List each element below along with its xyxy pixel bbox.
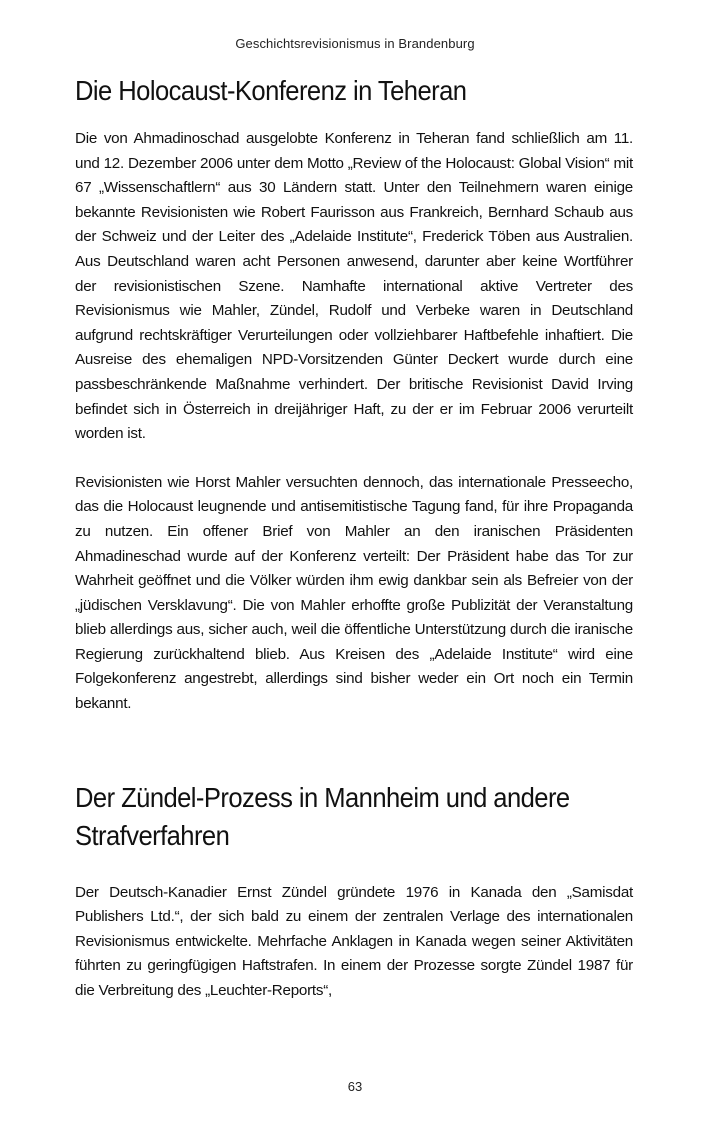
section-heading-teheran-conference: Die Holocaust-Konferenz in Teheran	[75, 75, 467, 106]
section-heading-zuendel-trial: Der Zündel-Prozess in Mannheim und andere Strafverfahren	[75, 781, 570, 851]
paragraph-conference-overview: Die von Ahmadinoschad ausgelobte Konferenz in Teheran fand schließlich am 11. und 12. Dezember 2006 unter dem Motto „Review of the Holocaust: Global Vision“ mit 67 „Wissenschaftlern“ aus 30 Ländern statt. Unter den Teilnehmern waren einige bekannte Revisionisten wie Robert Faurisson aus Frankreich, Bernhard Schaub aus der Schweiz und der Leiter des „Adelaide Institute“, Frederick Töben aus Australien. Aus Deutschland waren acht Personen anwesend, darunter aber keine Wortführer der revisionistischen Szene. Namhafte international aktive Vertreter des Revisionismus wie Mahler, Zündel, Rudolf und Verbeke waren in Deutschland aufgrund rechtskräftiger Verurteilungen oder vollziehbarer Haftbefehle inhaftiert. Die Ausreise des ehemaligen NPD-Vorsitzenden Günter Deckert wurde durch eine passbeschränkende Maßnahme verhindert. Der britische Revisionist David Irving befindet sich in Österreich in dreijähriger Haft, zu der er im Februar 2006 verurteilt worden ist.	[75, 130, 633, 443]
running-header: Geschichtsrevisionismus in Brandenburg	[235, 36, 475, 51]
paragraph-zuendel-background: Der Deutsch-Kanadier Ernst Zündel gründete 1976 in Kanada den „Samisdat Publishers Ltd.“, der sich bald zu einem der zentralen Verlage des internationalen Revisionismus entwickelte. Mehrfache Anklagen in Kanada wegen seiner Aktivitäten führten zu geringfügigen Haftstrafen. In einem der Prozesse sorgte Zündel 1987 für die Verbreitung des „Leuchter-Reports“,	[75, 883, 633, 1000]
page-number: 63	[347, 1079, 363, 1094]
page-content	[75, 70, 633, 1004]
paragraph-revisionist-propaganda: Revisionisten wie Horst Mahler versuchten dennoch, das internationale Presseecho, das die Holocaust leugnende und antisemitistische Tagung fand, für ihre Propaganda zu nutzen. Ein offener Brief von Mahler an den iranischen Präsidenten Ahmadineschad wurde auf der Konferenz verteilt: Der Präsident habe das Tor zur Wahrheit geöffnet und die Völker würden ihm ewig dankbar sein als Befreier von der „jüdischen Versklavung“. Die von Mahler erhoffte große Publizität der Veranstaltung blieb allerdings aus, sicher auch, weil die öffentliche Unterstützung durch die iranische Regierung zurückhaltend blieb. Aus Kreisen des „Adelaide Institute“ wird eine Folgekonferenz angestrebt, allerdings sind bisher weder ein Ort noch ein Termin bekannt.	[75, 473, 633, 713]
